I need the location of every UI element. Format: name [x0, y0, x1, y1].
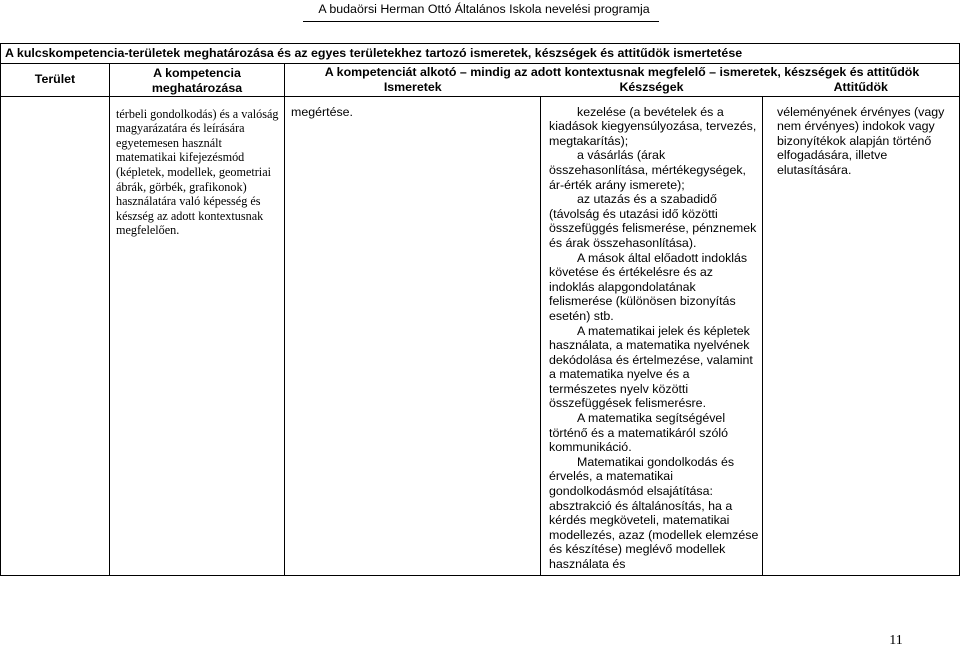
keszseg-paragraph: kezelése (a bevételek és a kiadások kiegyensúlyozása, tervezés, megtakarítás);	[549, 104, 757, 148]
competence-table	[0, 43, 960, 576]
header-underline	[303, 21, 659, 22]
keszseg-paragraph: Matematikai gondolkodás és érvelés, a matematikai gondolkodásmód elsajátítása: absztrakció és általánosítás, ha a kérdés megköveteli, matematikai modellezés, azaz (modellek elemzése és készítése) meglévő modellek használata és	[549, 454, 759, 571]
column-header-attitudok: Attitűdök	[763, 80, 960, 96]
keszseg-paragraph: A matematika segítségével történő és a matematikáról szóló kommunikáció.	[549, 411, 729, 455]
keszseg-paragraph: A mások által előadott indoklás követése és értékelésre és az indoklás alapgondolatának felismerése (különösen bizonyítás esetén) stb.	[549, 250, 748, 323]
column-header-span: A kompetenciát alkotó – mindig az adott kontextusnak megfelelő – ismeretek, készségek és attitűdök	[285, 63, 960, 80]
cell-attitudok: véleményének érvényes (vagy nem érvényes) indokok vagy bizonyítékok alapján történő elfogadására, illetve elutasítására.	[763, 96, 960, 575]
cell-keszsegek	[541, 96, 763, 575]
keszseg-paragraph: a vásárlás (árak összehasonlítása, mértékegységek, ár-érték arány ismerete);	[549, 148, 746, 192]
cell-ismeretek: megértése.	[285, 96, 541, 575]
document-header-title: A budaörsi Herman Ottó Általános Iskola nevelési programja	[318, 2, 650, 16]
column-header-terulet: Terület	[1, 63, 110, 96]
table-title: A kulcskompetencia-területek meghatározása és az egyes területekhez tartozó ismeretek, készségek és attitűdök ismertetése	[1, 44, 960, 64]
cell-kompetencia: térbeli gondolkodás) és a valóság magyarázatára és leírására egyetemesen használt matematikai kifejezésmód (képletek, modellek, geometriai ábrák, görbék, grafikonok) használatára való képesség és készség az adott kontextusnak megfelelően.	[110, 96, 285, 575]
cell-terulet	[1, 96, 110, 575]
keszseg-paragraph: A matematikai jelek és képletek használata, a matematika nyelvének dekódolása és értelmezése, valamint a matematika nyelve és a természetes nyelv közötti összefüggések felismerésre.	[549, 323, 753, 411]
column-header-ismeretek: Ismeretek	[285, 80, 541, 96]
page-number: 11	[889, 633, 903, 648]
column-header-keszsegek: Készségek	[541, 80, 763, 96]
column-header-kompetencia: A kompetencia meghatározása	[110, 63, 285, 96]
keszseg-paragraph: az utazás és a szabadidő (távolság és utazási idő közötti összefüggés felismerése, pénznemek és árak összehasonlítása).	[549, 192, 757, 250]
